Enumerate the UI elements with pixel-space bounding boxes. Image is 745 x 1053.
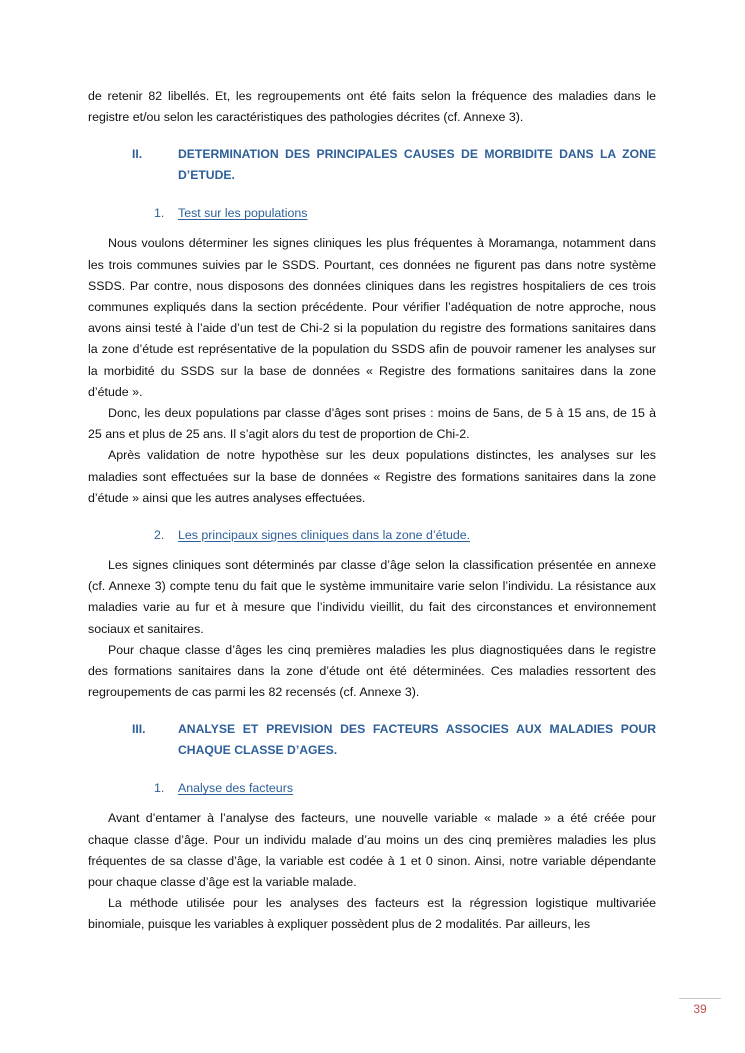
footer-divider — [679, 998, 721, 999]
subsection-3-1-heading — [88, 778, 656, 798]
section-3-title: ANALYSE ET PREVISION DES FACTEURS ASSOCIES AUX MALADIES POUR CHAQUE CLASSE D’AGES. — [178, 722, 656, 757]
paragraph-3-1-b: La méthode utilisée pour les analyses des facteurs est la régression logistique multivariée binomiale, puisque les variables à expliquer possèdent plus de 2 modalités. Par ailleurs, les — [88, 896, 656, 932]
section-2-title: DETERMINATION DES PRINCIPALES CAUSES DE MORBIDITE DANS LA ZONE D’ETUDE. — [178, 147, 656, 182]
paragraph-3-1-a: Avant d’entamer à l’analyse des facteurs, une nouvelle variable « malade » a été créée pour chaque classe d’âge. Pour un individu malade d’au moins un des cinq premières maladies les plus fréquentes de sa classe d’âge, la variable est codée à 1 et 0 sinon. Ainsi, notre variable dépendante pour chaque classe d’âge est la variable malade. — [88, 811, 656, 890]
subsection-2-1-number: 1. — [154, 206, 165, 221]
subsection-2-2-number: 2. — [154, 528, 165, 543]
subsection-3-1-number: 1. — [154, 781, 165, 796]
section-2-heading — [88, 144, 656, 185]
paragraph-2-1-a: Nous voulons déterminer les signes cliniques les plus fréquentes à Moramanga, notamment dans les trois communes suivies par le SSDS. Pourtant, ces données ne figurent pas dans notre système SSDS. Par contre, nous disposons des données cliniques dans les registres hospitaliers de ces trois communes expliqués dans la section précédente. Pour vérifier l’adéquation de notre approche, nous avons ainsi testé à l’aide d’un test de Chi-2 si la population du registre des formations sanitaires dans la zone d’étude est représentative de la population du SSDS afin de pouvoir ramener les analyses sur la morbidité du SSDS sur la base de données « Registre des formations sanitaires dans la zone d’étude ». — [88, 236, 656, 399]
section-2-number: II. — [132, 147, 143, 162]
intro-paragraph: de retenir 82 libellés. Et, les regroupements ont été faits selon la fréquence des maladies dans le registre et/ou selon les caractéristiques des pathologies décrites (cf. Annexe 3). — [88, 89, 656, 125]
subsection-2-1-heading — [88, 203, 656, 223]
paragraph-2-2-a: Les signes cliniques sont déterminés par classe d’âge selon la classification présentée en annexe (cf. Annexe 3) compte tenu du fait que le système immunitaire varie selon l’individu. La résistance aux maladies varie au fur et à mesure que l’individu vieillit, du fait des circonstances et environnement sociaux et sanitaires. — [88, 558, 656, 636]
document-page — [88, 86, 656, 936]
paragraph-2-1-b: Donc, les deux populations par classe d’âges sont prises : moins de 5ans, de 5 à 15 ans, de 15 à 25 ans et plus de 25 ans. Il s’agit alors du test de proportion de Chi-2. — [88, 406, 656, 442]
subsection-3-1-title: Analyse des facteurs — [178, 781, 294, 796]
page-number: 39 — [693, 1002, 707, 1016]
section-3-heading — [88, 719, 656, 760]
paragraph-2-2-b: Pour chaque classe d’âges les cinq premières maladies les plus diagnostiquées dans le registre des formations sanitaires dans la zone d’étude ont été déterminées. Ces maladies ressortent des regroupements de cas parmi les 82 recensés (cf. Annexe 3). — [88, 642, 656, 700]
paragraph-2-1-c: Après validation de notre hypothèse sur les deux populations distinctes, les analyses sur les maladies sont effectuées sur la base de données « Registre des formations sanitaires dans la zone d’étude » ainsi que les autres analyses effectuées. — [88, 448, 656, 505]
section-3-number: III. — [132, 722, 146, 737]
subsection-2-1-title: Test sur les populations — [178, 206, 308, 221]
subsection-2-2-title: Les principaux signes cliniques dans la zone d’étude. — [178, 528, 471, 543]
subsection-2-2-heading — [88, 525, 656, 545]
